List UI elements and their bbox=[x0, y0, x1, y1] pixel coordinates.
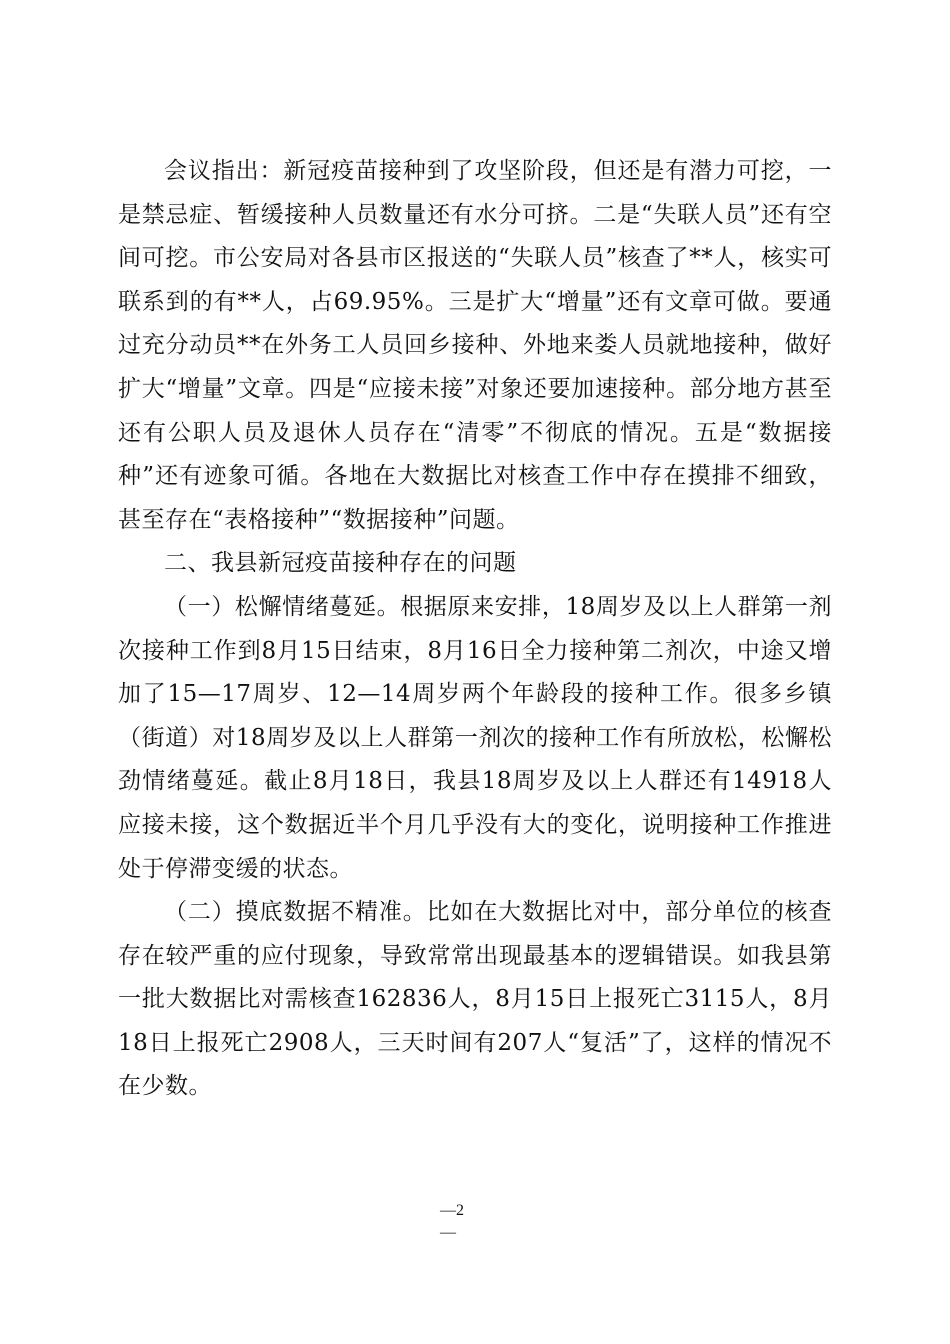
paragraph-inaccurate-data: （二）摸底数据不精准。比如在大数据比对中，部分单位的核查存在较严重的应付现象，导致常常出现最基本的逻辑错误。如我县第一批大数据比对需核查162836人，8月15日上报死亡3115人，8月18日上报死亡2908人，三天时间有207人“复活”了，这样的情况不在少数。 bbox=[118, 899, 832, 1100]
page-number: —2 — bbox=[440, 1202, 464, 1241]
paragraph-slack-mood: （一）松懈情绪蔓延。根据原来安排，18周岁及以上人群第一剂次接种工作到8月15日结束，8月16日全力接种第二剂次，中途又增加了15—17周岁、12—14周岁两个年龄段的接种工作。很多乡镇（街道）对18周岁及以上人群第一剂次的接种工作有所放松，松懈松劲情绪蔓延。截止8月18日，我县18周岁及以上人群还有14918人应接未接，这个数据近半个月几乎没有大的变化，说明接种工作推进处于停滞变缓的状态。 bbox=[118, 593, 832, 882]
paragraph-meeting-points: 会议指出：新冠疫苗接种到了攻坚阶段，但还是有潜力可挖，一是禁忌症、暂缓接种人员数量还有水分可挤。二是“失联人员”还有空间可挖。市公安局对各县市区报送的“失联人员”核查了**人，核实可联系到的有**人，占69.95%。三是扩大“增量”还有文章可做。要通过充分动员**在外务工人员回乡接种、外地来娄人员就地接种，做好扩大“增量”文章。四是“应接未接”对象还要加速接种。部分地方甚至还有公职人员及退休人员存在“清零”不彻底的情况。五是“数据接种”还有迹象可循。各地在大数据比对核查工作中存在摸排不细致，甚至存在“表格接种”“数据接种”问题。 bbox=[118, 158, 832, 533]
section-heading-problems: 二、我县新冠疫苗接种存在的问题 bbox=[164, 550, 517, 577]
document-body bbox=[118, 150, 832, 1109]
